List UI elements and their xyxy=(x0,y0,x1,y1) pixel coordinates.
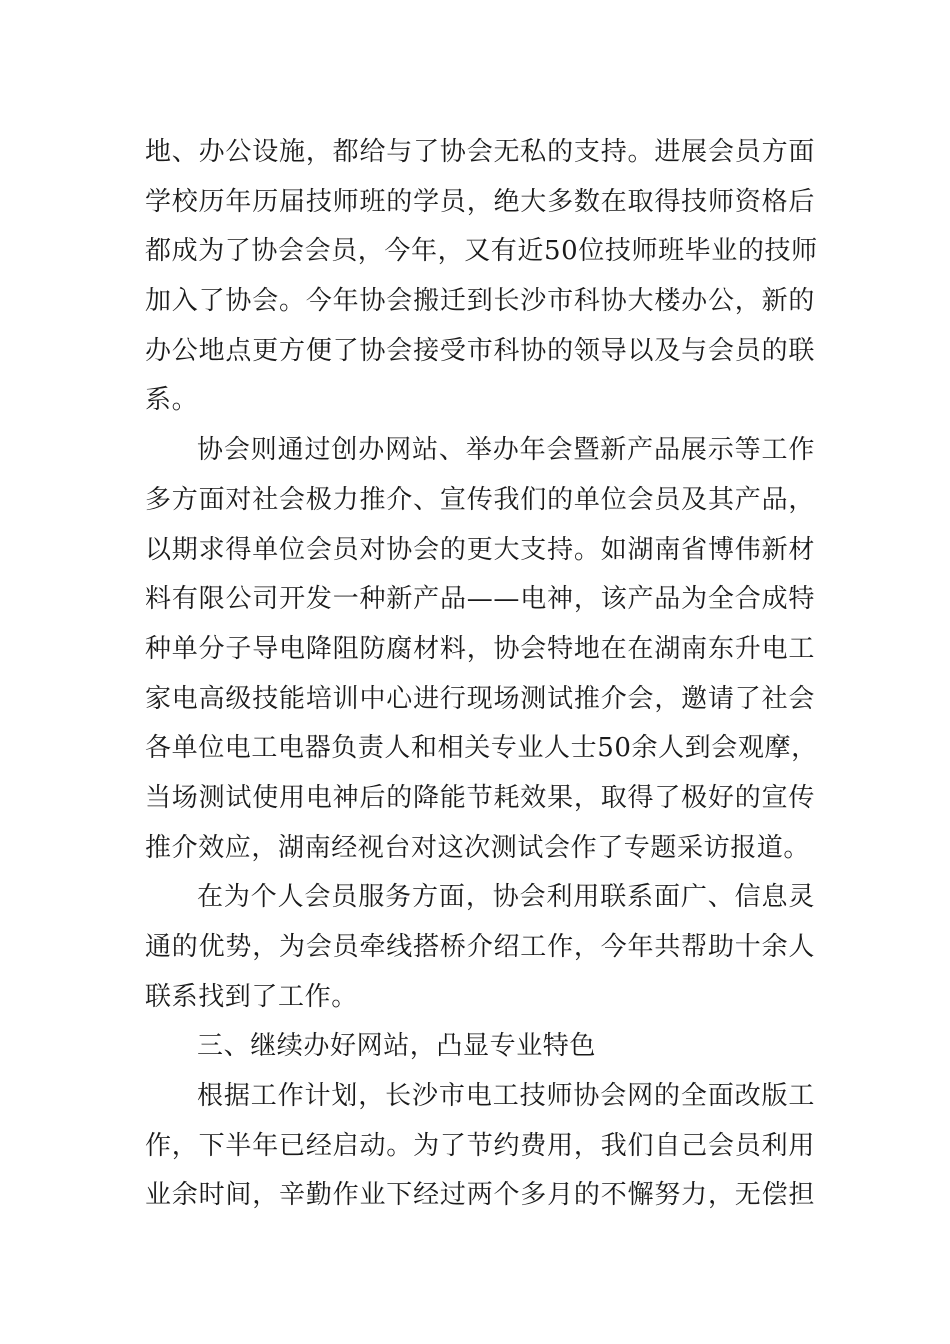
paragraph-1 xyxy=(145,128,818,426)
paragraph-2 xyxy=(145,426,818,873)
paragraph-3 xyxy=(145,873,815,1022)
text-line: 种单分子导电降阻防腐材料，协会特地在在湖南东升电工 xyxy=(145,633,815,664)
section-heading xyxy=(145,1022,815,1072)
text-line: 系。 xyxy=(145,385,199,416)
text-line: 协会则通过创办网站、举办年会暨新产品展示等工作 xyxy=(197,435,815,466)
text-line: 加入了协会。今年协会搬迁到长沙市科协大楼办公，新的 xyxy=(145,286,815,317)
text-line: 通的优势，为会员牵线搭桥介绍工作，今年共帮助十余人 xyxy=(145,932,815,962)
text-line: 在为个人会员服务方面，协会利用联系面广、信息灵 xyxy=(197,882,815,913)
text-line: 推介效应，湖南经视台对这次测试会作了专题采访报道。 xyxy=(145,832,811,863)
text-line: 当场测试使用电神后的降能节耗效果，取得了极好的宣传 xyxy=(145,782,815,813)
text-line: 办公地点更方便了协会接受市科协的领导以及与会员的联 xyxy=(145,335,815,366)
text-line: 地、办公设施，都给与了协会无私的支持。进展会员方面 xyxy=(145,137,815,167)
text-line: 作，下半年已经启动。为了节约费用，我们自己会员利用 xyxy=(145,1130,815,1161)
text-line: 业余时间，辛勤作业下经过两个多月的不懈努力，无偿担 xyxy=(145,1180,815,1211)
text-line: 联系找到了工作。 xyxy=(145,981,358,1012)
text-line: 根据工作计划，长沙市电工技师协会网的全面改版工 xyxy=(197,1081,815,1112)
text-line: 多方面对社会极力推介、宣传我们的单位会员及其产品， xyxy=(145,484,815,515)
paragraph-5 xyxy=(145,1072,815,1221)
text-line: 都成为了协会会员，今年，又有近50位技师班毕业的技师 xyxy=(145,236,818,267)
text-line: 料有限公司开发一种新产品——电神，该产品为全合成特 xyxy=(145,584,815,615)
document-body xyxy=(145,128,818,1221)
heading-line: 三、继续办好网站，凸显专业特色 xyxy=(197,1031,597,1062)
text-line: 以期求得单位会员对协会的更大支持。如湖南省博伟新材 xyxy=(145,534,815,565)
text-line: 各单位电工电器负责人和相关专业人士50余人到会观摩， xyxy=(145,733,818,764)
text-line: 家电高级技能培训中心进行现场测试推介会，邀请了社会 xyxy=(145,683,815,714)
text-line: 学校历年历届技师班的学员，绝大多数在取得技师资格后 xyxy=(145,186,815,217)
